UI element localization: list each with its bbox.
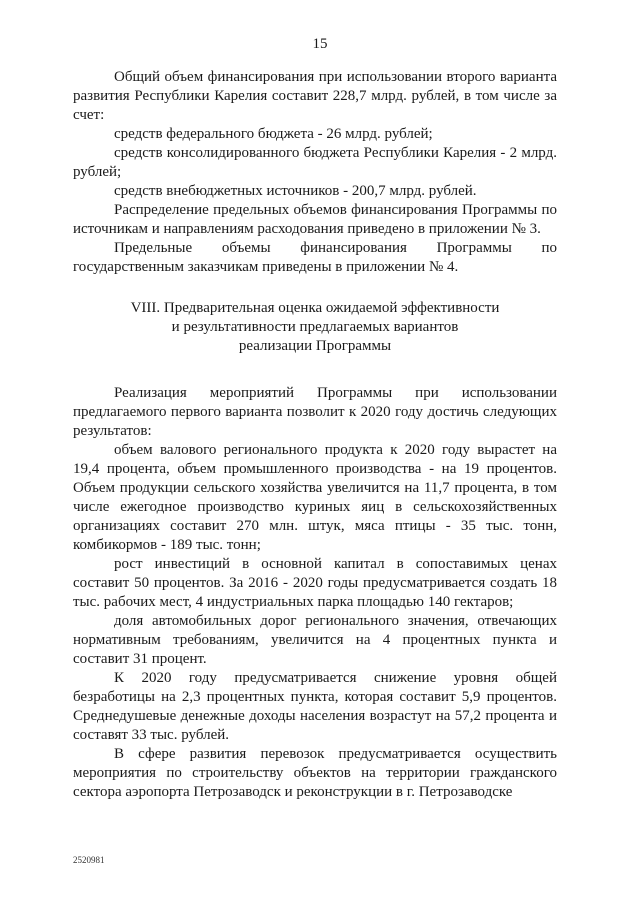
paragraph: К 2020 году предусматривается снижение уровня общей безработицы на 2,3 процентных пункта, которая составит 5,9 процентов. Среднедушевые денежные доходы населения возрастут на 57,2 процента и составят 33 тыс. рублей.	[73, 670, 557, 743]
paragraph: рост инвестиций в основной капитал в сопоставимых ценах составит 50 процентов. За 2016 - 2020 годы предусматривается создать 18 тыс. рабочих мест, 4 индустриальных парка площадью 140 гектаров;	[73, 556, 557, 610]
paragraph: Общий объем финансирования при использовании второго варианта развития Республики Карелия составит 228,7 млрд. рублей, в том числе за счет:	[73, 69, 557, 123]
paragraph: В сфере развития перевозок предусматривается осуществить мероприятия по строительству объектов на территории гражданского сектора аэропорта Петрозаводск и реконструкции в г. Петрозаводске	[73, 746, 557, 800]
paragraph: средств внебюджетных источников - 200,7 млрд. рублей.	[114, 183, 477, 199]
paragraph: средств федерального бюджета - 26 млрд. рублей;	[114, 126, 433, 142]
page-number: 15	[312, 36, 328, 52]
paragraph: доля автомобильных дорог регионального значения, отвечающих нормативным требованиям, увеличится на 4 процентных пункта и составит 31 процент.	[73, 613, 557, 667]
document-code: 2520981	[73, 855, 105, 865]
section-heading-line: и результативности предлагаемых вариантов	[171, 319, 459, 335]
paragraph: объем валового регионального продукта к 2020 году вырастет на 19,4 процента, объем промышленного производства - на 19 процентов. Объем продукции сельского хозяйства увеличится на 11,7 процента, в том числе ежегодное производство куриных яиц в сельскохозяйственных организациях составит 270 млн. штук, мяса птицы - 35 тыс. тонн, комбикормов - 189 тыс. тонн;	[73, 442, 557, 553]
paragraph: Реализация мероприятий Программы при использовании предлагаемого первого варианта позволит к 2020 году достичь следующих результатов:	[73, 385, 557, 439]
section-heading	[73, 299, 557, 356]
paragraph: средств консолидированного бюджета Республики Карелия - 2 млрд. рублей;	[73, 145, 557, 180]
paragraph: Распределение предельных объемов финансирования Программы по источникам и направлениям расходования приведено в приложении № 3.	[73, 202, 557, 237]
section-heading-line: VIII. Предварительная оценка ожидаемой эффективности	[130, 300, 500, 316]
section-heading-line: реализации Программы	[238, 338, 392, 354]
paragraph: Предельные объемы финансирования Программы по государственным заказчикам приведены в приложении № 4.	[73, 240, 557, 275]
document-body	[73, 68, 557, 802]
